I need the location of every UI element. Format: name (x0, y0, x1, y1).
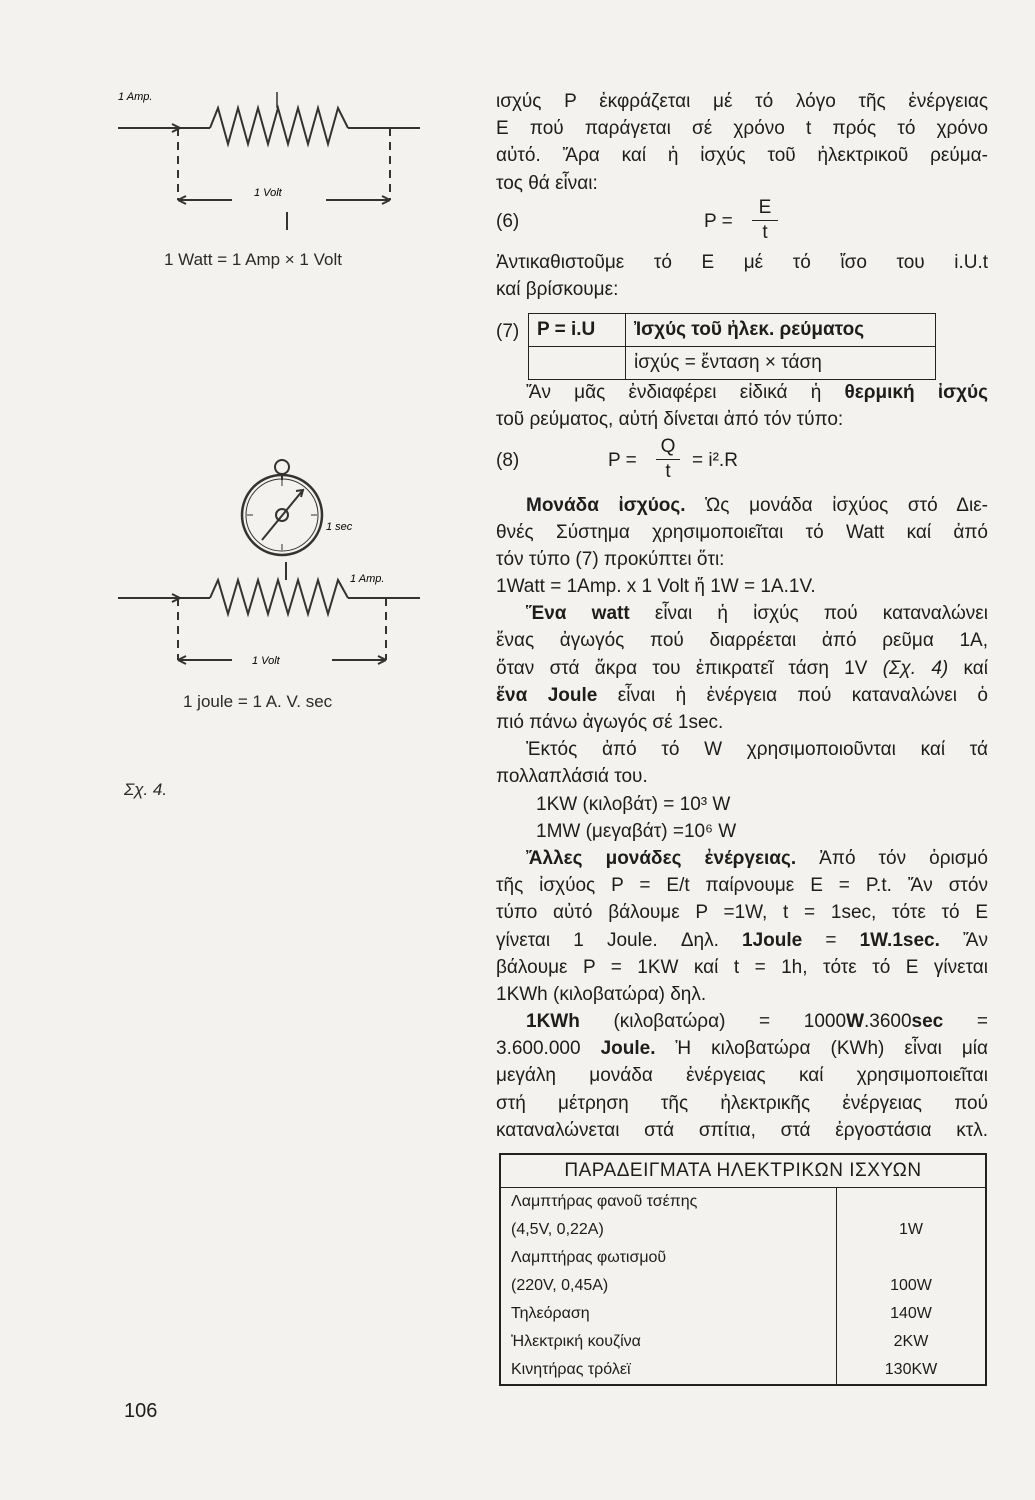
text-line: τῆς ἰσχύος P = E/t παίρνουμε E = P.t. Ἄν στόν (496, 875, 988, 897)
text-line: βάλουμε P = 1KW καί t = 1h, τότε τό E γίνεται (496, 956, 988, 978)
table-item-detail: (220V, 0,45A) (511, 1277, 609, 1294)
text-line: ὅταν στά ἄκρα του ἐπικρατεῖ τάση 1V (Σχ. 4) καί (496, 657, 989, 679)
table-row (500, 1188, 986, 1386)
joule-caption: 1 joule = 1 A. V. sec (183, 692, 333, 711)
table-item-name: Λαμπτήρας φανοῦ τσέπης (511, 1193, 698, 1210)
text-line: καταναλώνεται στά σπίτια, στά ἐργοστάσια κτλ. (496, 1119, 988, 1141)
text-line: γίνεται 1 Joule. Δηλ. 1Joule = 1W.1sec. Ἄν (496, 929, 988, 951)
table-spacer (837, 1244, 985, 1272)
fraction-numerator: E (758, 196, 772, 218)
table-spacer (837, 1188, 985, 1216)
equation-number: (6) (496, 210, 520, 232)
power-examples-table (499, 1153, 987, 1386)
text-line: Ἄν μᾶς ἐνδιαφέρει εἰδικά ἡ θερμική ἰσχύς (526, 382, 988, 404)
text-line: 1KWh (κιλοβατώρα) = 1000W.3600sec = (526, 1011, 988, 1033)
power-formula: P = i.U (529, 314, 626, 347)
page-number: 106 (124, 1400, 158, 1422)
sec-label: 1 sec (326, 521, 353, 533)
text-line: ἕνα Joule εἶναι ἡ ἐνέργεια πού καταναλώνει ὁ (496, 684, 988, 706)
power-formula-title: Ἰσχύς τοῦ ἠλεκ. ρεύματος (626, 314, 936, 347)
text-line: ἕνας ἀγωγός πού διαρρέεται ἀπό ρεῦμα 1A, (496, 630, 988, 652)
top-amp-label: 1 Amp. (118, 91, 153, 103)
table-item-name: Ἠλεκτρική κουζίνα (511, 1333, 641, 1350)
text-line: τύπο αὐτό βάλουμε P =1W, t = 1sec, τότε τό E (496, 902, 988, 924)
fraction (752, 197, 778, 244)
fraction-denominator: t (665, 460, 671, 482)
text-line: 1MW (μεγαβάτ) =10⁶ W (536, 820, 737, 842)
fraction (656, 436, 680, 483)
text-line: 1KWh (κιλοβατώρα) δηλ. (496, 983, 707, 1005)
top-volt-label: 1 Volt (254, 187, 282, 199)
table-values-cell (837, 1188, 987, 1386)
watt-caption: 1 Watt = 1 Amp × 1 Volt (164, 250, 342, 269)
text-line: πιό πάνω ἀγωγός σέ 1sec. (496, 712, 724, 733)
stopwatch-icon (242, 460, 322, 555)
equation-number: (7) (496, 321, 520, 343)
figure-label: Σχ. 4. (124, 780, 168, 799)
text-line: Ἐκτός ἀπό τό W χρησιμοποιοῦνται καί τά (526, 739, 988, 761)
text-line: Ἄλλες μονάδες ἐνέργειας. Ἀπό τόν ὁρισμό (526, 847, 988, 869)
main-text-column (496, 88, 988, 1144)
table-item-value: 130KW (884, 1361, 938, 1378)
table-names-cell (500, 1188, 837, 1386)
fraction-denominator: t (762, 221, 768, 243)
text-line: Ἀντικαθιστοῦμε τό E μέ τό ἴσο του i.U.t (496, 251, 988, 273)
table-item-name: Τηλεόραση (511, 1305, 590, 1322)
text-line: πολλαπλάσιά του. (496, 766, 648, 788)
text-line: 1KW (κιλοβάτ) = 10³ W (536, 793, 731, 815)
text-line: αὐτό. Ἄρα καί ἡ ἰσχύς τοῦ ἠλεκτρικοῦ ρεύμα- (496, 145, 988, 167)
power-formula-box (528, 313, 936, 380)
text-line: τοῦ ρεύματος, αὐτή δίνεται ἀπό τόν τύπο: (496, 409, 844, 431)
text-line: στή μέτρηση τῆς ἠλεκτρικῆς ἐνέργειας πού (496, 1092, 988, 1114)
equation-lhs: P = (704, 210, 733, 232)
fraction-bar (752, 220, 778, 221)
equation-7 (496, 309, 988, 379)
table-item-name: Λαμπτήρας φωτισμοῦ (511, 1249, 667, 1266)
table-item-name: Κινητήρας τρόλεϊ (511, 1361, 631, 1378)
bottom-amp-label: 1 Amp. (350, 573, 385, 585)
top-circuit (118, 92, 420, 230)
text-line: μεγάλη μονάδα ἐνέργειας καί χρησιμοποιεῖται (496, 1065, 988, 1087)
table-item-value: 100W (890, 1277, 932, 1294)
text-line: Ἕνα watt εἶναι ἡ ἰσχύς πού καταναλώνει (526, 603, 988, 625)
text-line: τόν τύπο (7) προκύπτει ὅτι: (496, 548, 725, 570)
text-line: τος θά εἶναι: (496, 172, 598, 194)
table-item-detail: (4,5V, 0,22A) (511, 1221, 604, 1238)
equation-number: (8) (496, 449, 520, 471)
empty-cell (529, 347, 626, 380)
equation-8 (496, 434, 988, 492)
equation-rhs: = i².R (692, 449, 738, 471)
equation-lhs: P = (608, 449, 637, 471)
text-line: ισχύς P ἐκφράζεται μέ τό λόγο τῆς ἐνέργειας (496, 91, 988, 112)
fraction-numerator: Q (660, 435, 676, 457)
fraction-bar (656, 459, 680, 460)
text-line: θνές Σύστημα χρησιμοποιεῖται τό Watt καί ἀπό (496, 521, 988, 543)
text-line: καί βρίσκουμε: (496, 278, 619, 300)
text-line: E πού παράγεται σέ χρόνο t πρός τό χρόνο (496, 118, 988, 140)
table-title: ΠΑΡΑΔΕΙΓΜΑΤΑ ΗΛΕΚΤΡΙΚΩΝ ΙΣΧΥΩΝ (500, 1154, 986, 1188)
table-item-value: 140W (890, 1305, 932, 1322)
text-line: 1Watt = 1Amp. x 1 Volt ἤ 1W = 1A.1V. (496, 576, 816, 598)
table-item-value: 2KW (893, 1333, 929, 1350)
table-item-value: 1W (899, 1221, 923, 1238)
power-formula-words: ἰσχύς = ἔνταση × τάση (626, 347, 936, 380)
text-line: 3.600.000 Joule. Ἡ κιλοβατώρα (KWh) εἶναι μία (496, 1038, 989, 1060)
equation-6 (496, 197, 988, 249)
text-line: Μονάδα ἰσχύος. Ὡς μονάδα ἰσχύος στό Διε- (526, 494, 988, 516)
bottom-volt-label: 1 Volt (252, 655, 280, 667)
